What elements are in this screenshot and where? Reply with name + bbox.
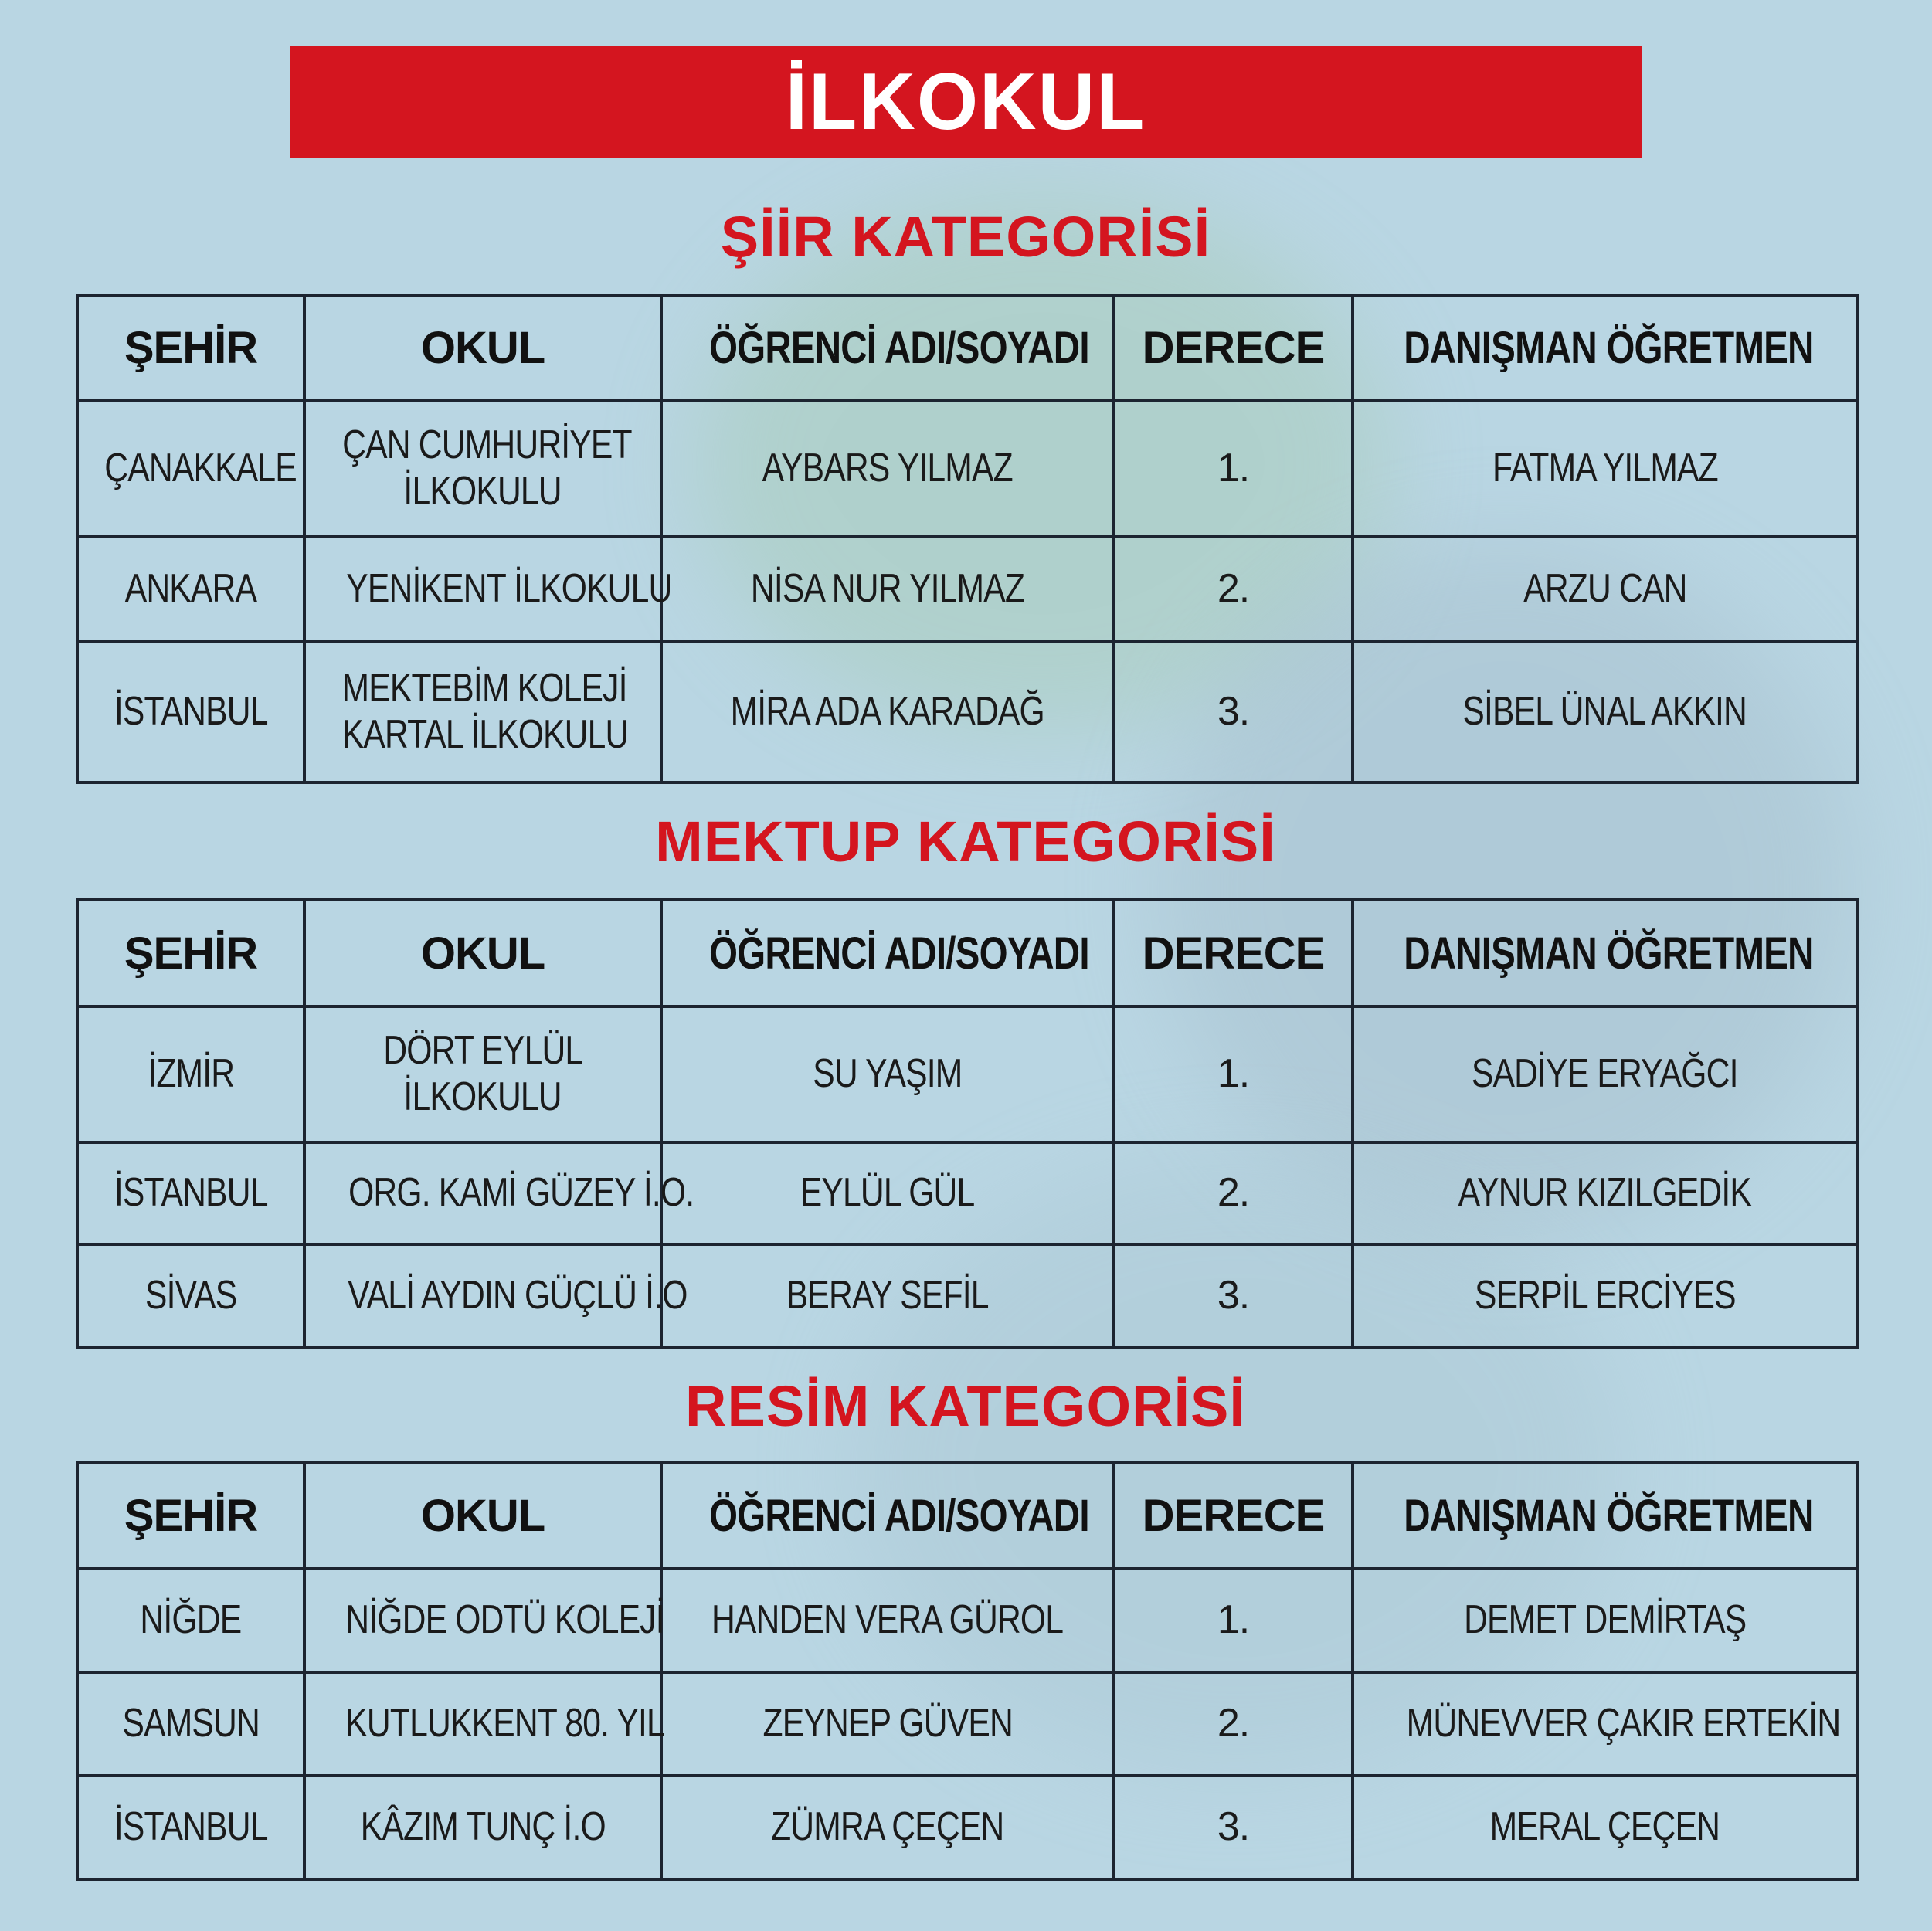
cell-city: ANKARA <box>77 537 304 642</box>
header-city: ŞEHİR <box>77 900 304 1006</box>
page-title: İLKOKUL <box>786 56 1146 147</box>
cell-city: SAMSUN <box>77 1672 304 1776</box>
header-advisor: DANIŞMAN ÖĞRETMEN <box>1353 1463 1857 1569</box>
table-row <box>77 401 1857 537</box>
table-header-row <box>77 1463 1857 1569</box>
header-school: OKUL <box>304 295 661 401</box>
cell-school: ORG. KAMİ GÜZEY İ.O. <box>304 1142 661 1244</box>
cell-rank: 1. <box>1114 1006 1353 1142</box>
table-row <box>77 1142 1857 1244</box>
category-title: RESİM KATEGORİSİ <box>685 1374 1246 1438</box>
cell-student: BERAY SEFİL <box>661 1244 1114 1348</box>
cell-student: AYBARS YILMAZ <box>661 401 1114 537</box>
cell-rank: 3. <box>1114 642 1353 782</box>
header-school: OKUL <box>304 900 661 1006</box>
header-advisor: DANIŞMAN ÖĞRETMEN <box>1353 900 1857 1006</box>
cell-advisor: AYNUR KIZILGEDİK <box>1353 1142 1857 1244</box>
cell-rank: 2. <box>1114 1142 1353 1244</box>
cell-rank: 1. <box>1114 1569 1353 1672</box>
header-advisor: DANIŞMAN ÖĞRETMEN <box>1353 295 1857 401</box>
cell-student: EYLÜL GÜL <box>661 1142 1114 1244</box>
header-student: ÖĞRENCİ ADI/SOYADI <box>661 295 1114 401</box>
cell-rank: 3. <box>1114 1776 1353 1879</box>
cell-advisor: MÜNEVVER ÇAKIR ERTEKİN <box>1353 1672 1857 1776</box>
cell-school: KÂZIM TUNÇ İ.O <box>304 1776 661 1879</box>
header-school: OKUL <box>304 1463 661 1569</box>
cell-advisor: ARZU CAN <box>1353 537 1857 642</box>
cell-student: SU YAŞIM <box>661 1006 1114 1142</box>
cell-school: YENİKENT İLKOKULU <box>304 537 661 642</box>
cell-rank: 3. <box>1114 1244 1353 1348</box>
cell-city: İSTANBUL <box>77 1142 304 1244</box>
table-row <box>77 537 1857 642</box>
cell-city: İZMİR <box>77 1006 304 1142</box>
cell-advisor: MERAL ÇEÇEN <box>1353 1776 1857 1879</box>
header-rank: DERECE <box>1114 900 1353 1006</box>
header-rank: DERECE <box>1114 1463 1353 1569</box>
cell-school: VALİ AYDIN GÜÇLÜ İ.O <box>304 1244 661 1348</box>
table-row <box>77 1006 1857 1142</box>
header-city: ŞEHİR <box>77 295 304 401</box>
table-row <box>77 1776 1857 1879</box>
cell-school: NİĞDE ODTÜ KOLEJİ <box>304 1569 661 1672</box>
table-row <box>77 1244 1857 1348</box>
cell-student: MİRA ADA KARADAĞ <box>661 642 1114 782</box>
header-student: ÖĞRENCİ ADI/SOYADI <box>661 1463 1114 1569</box>
cell-advisor: FATMA YILMAZ <box>1353 401 1857 537</box>
results-table <box>76 898 1859 1349</box>
results-table <box>76 1461 1859 1881</box>
header-rank: DERECE <box>1114 295 1353 401</box>
cell-school: ÇAN CUMHURİYET İLKOKULU <box>304 401 661 537</box>
cell-city: SİVAS <box>77 1244 304 1348</box>
cell-student: ZÜMRA ÇEÇEN <box>661 1776 1114 1879</box>
cell-city: İSTANBUL <box>77 642 304 782</box>
cell-school: DÖRT EYLÜL İLKOKULU <box>304 1006 661 1142</box>
table-row <box>77 642 1857 782</box>
cell-student: ZEYNEP GÜVEN <box>661 1672 1114 1776</box>
cell-school: KUTLUKKENT 80. YIL <box>304 1672 661 1776</box>
cell-city: ÇANAKKALE <box>77 401 304 537</box>
category-title: ŞİİR KATEGORİSİ <box>720 205 1211 269</box>
header-city: ŞEHİR <box>77 1463 304 1569</box>
table-row <box>77 1672 1857 1776</box>
cell-advisor: SERPİL ERCİYES <box>1353 1244 1857 1348</box>
cell-city: İSTANBUL <box>77 1776 304 1879</box>
title-banner <box>290 46 1642 158</box>
category-section-poem <box>76 205 1856 757</box>
cell-rank: 1. <box>1114 401 1353 537</box>
table-row <box>77 1569 1857 1672</box>
category-section-letter <box>76 809 1856 1318</box>
cell-rank: 2. <box>1114 537 1353 642</box>
cell-city: NİĞDE <box>77 1569 304 1672</box>
table-header-row <box>77 900 1857 1006</box>
table-header-row <box>77 295 1857 401</box>
cell-student: HANDEN VERA GÜROL <box>661 1569 1114 1672</box>
category-title: MEKTUP KATEGORİSİ <box>655 809 1276 874</box>
cell-advisor: SİBEL ÜNAL AKKIN <box>1353 642 1857 782</box>
cell-student: NİSA NUR YILMAZ <box>661 537 1114 642</box>
cell-rank: 2. <box>1114 1672 1353 1776</box>
header-student: ÖĞRENCİ ADI/SOYADI <box>661 900 1114 1006</box>
cell-advisor: SADİYE ERYAĞCI <box>1353 1006 1857 1142</box>
results-table <box>76 294 1859 784</box>
category-section-painting <box>76 1374 1856 1850</box>
cell-advisor: DEMET DEMİRTAŞ <box>1353 1569 1857 1672</box>
cell-school: MEKTEBİM KOLEJİ KARTAL İLKOKULU <box>304 642 661 782</box>
